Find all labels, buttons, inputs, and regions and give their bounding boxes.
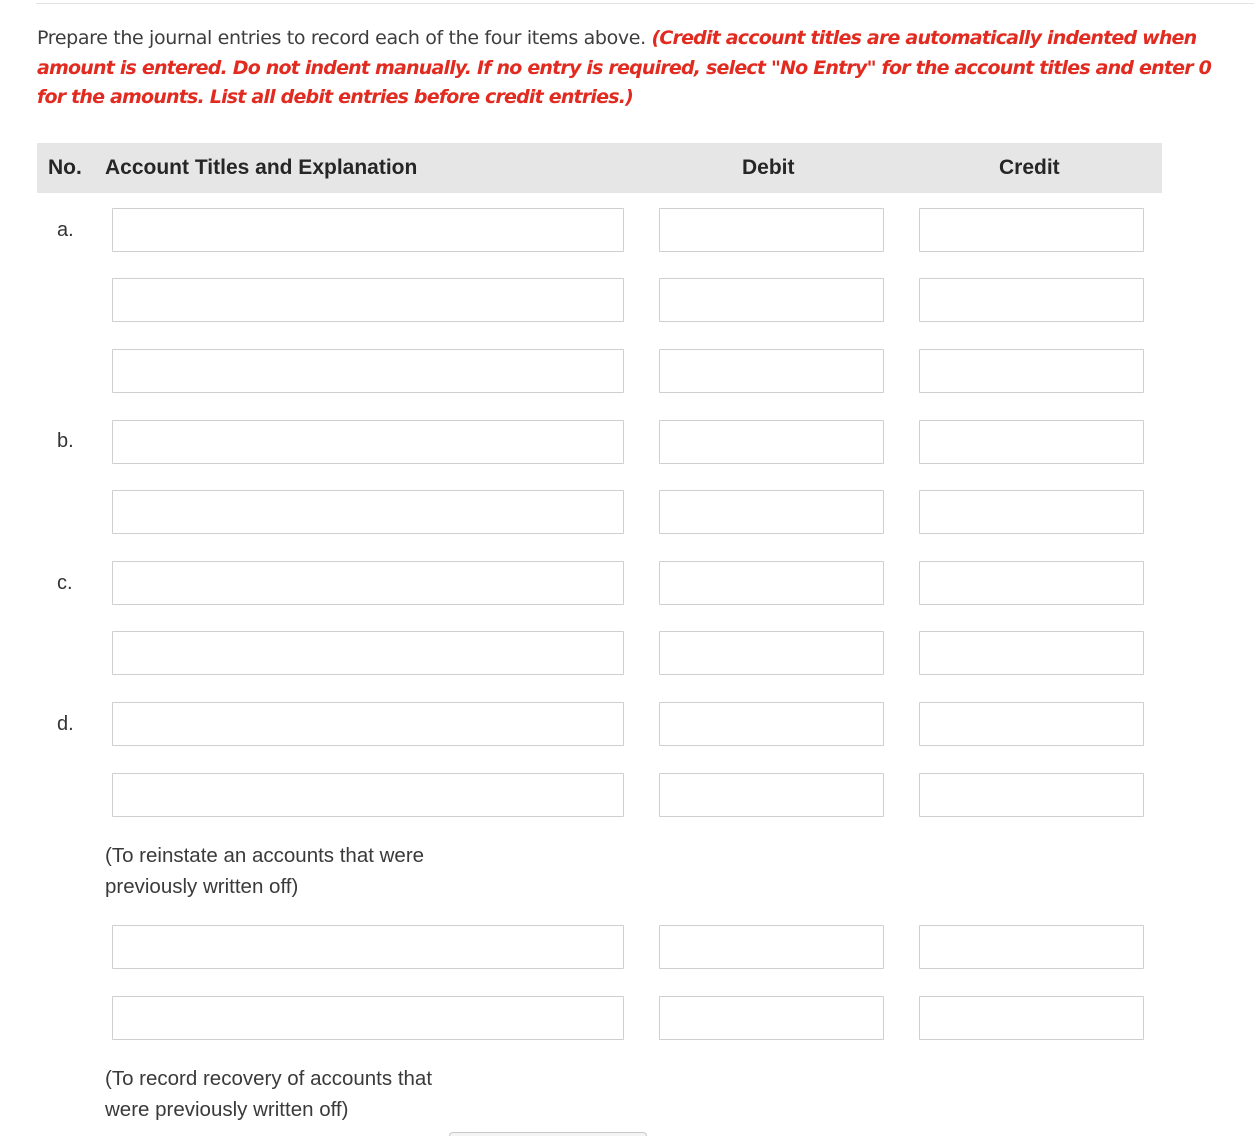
credit-amount-input[interactable] [919, 278, 1144, 322]
account-title-input[interactable] [112, 996, 624, 1040]
account-title-input[interactable] [112, 278, 624, 322]
header-debit: Debit [742, 156, 795, 179]
entry-label-a: a. [57, 219, 74, 241]
instructions-text: Prepare the journal entries to record each of the four items above. [37, 27, 652, 49]
header-account-titles: Account Titles and Explanation [105, 156, 418, 179]
credit-amount-input[interactable] [919, 561, 1144, 605]
credit-amount-input[interactable] [919, 490, 1144, 534]
account-title-input[interactable] [112, 349, 624, 393]
credit-amount-input[interactable] [919, 773, 1144, 817]
debit-amount-input[interactable] [659, 702, 884, 746]
account-title-input[interactable] [112, 490, 624, 534]
entry-explanation: (To record recovery of accounts that were previously written off) [105, 1067, 433, 1121]
debit-amount-input[interactable] [659, 561, 884, 605]
entry-label-c: c. [57, 572, 73, 594]
credit-amount-input[interactable] [919, 702, 1144, 746]
entry-label-b: b. [57, 430, 74, 452]
debit-amount-input[interactable] [659, 208, 884, 252]
partial-button[interactable] [449, 1132, 647, 1136]
credit-amount-input[interactable] [919, 420, 1144, 464]
debit-amount-input[interactable] [659, 631, 884, 675]
credit-amount-input[interactable] [919, 996, 1144, 1040]
account-title-input[interactable] [112, 561, 624, 605]
account-title-input[interactable] [112, 925, 624, 969]
debit-amount-input[interactable] [659, 349, 884, 393]
top-divider [36, 3, 1254, 4]
instructions-note: (Credit account titles are automatically indented when amount is entered. Do not indent manually. If no entry is required, select "No Entry" for the account titles and enter 0 for the amounts. List all debit entries before credit entries.) [37, 27, 1212, 108]
account-title-input[interactable] [112, 631, 624, 675]
entry-explanation: (To reinstate an accounts that were previously written off) [105, 844, 425, 898]
header-credit: Credit [999, 156, 1060, 179]
credit-amount-input[interactable] [919, 925, 1144, 969]
header-no: No. [48, 156, 82, 179]
credit-amount-input[interactable] [919, 208, 1144, 252]
credit-amount-input[interactable] [919, 349, 1144, 393]
debit-amount-input[interactable] [659, 278, 884, 322]
instructions [37, 24, 1227, 113]
account-title-input[interactable] [112, 208, 624, 252]
debit-amount-input[interactable] [659, 925, 884, 969]
account-title-input[interactable] [112, 702, 624, 746]
account-title-input[interactable] [112, 420, 624, 464]
debit-amount-input[interactable] [659, 996, 884, 1040]
credit-amount-input[interactable] [919, 631, 1144, 675]
journal-table-header [37, 143, 1162, 193]
debit-amount-input[interactable] [659, 490, 884, 534]
debit-amount-input[interactable] [659, 420, 884, 464]
debit-amount-input[interactable] [659, 773, 884, 817]
account-title-input[interactable] [112, 773, 624, 817]
entry-label-d: d. [57, 713, 74, 735]
